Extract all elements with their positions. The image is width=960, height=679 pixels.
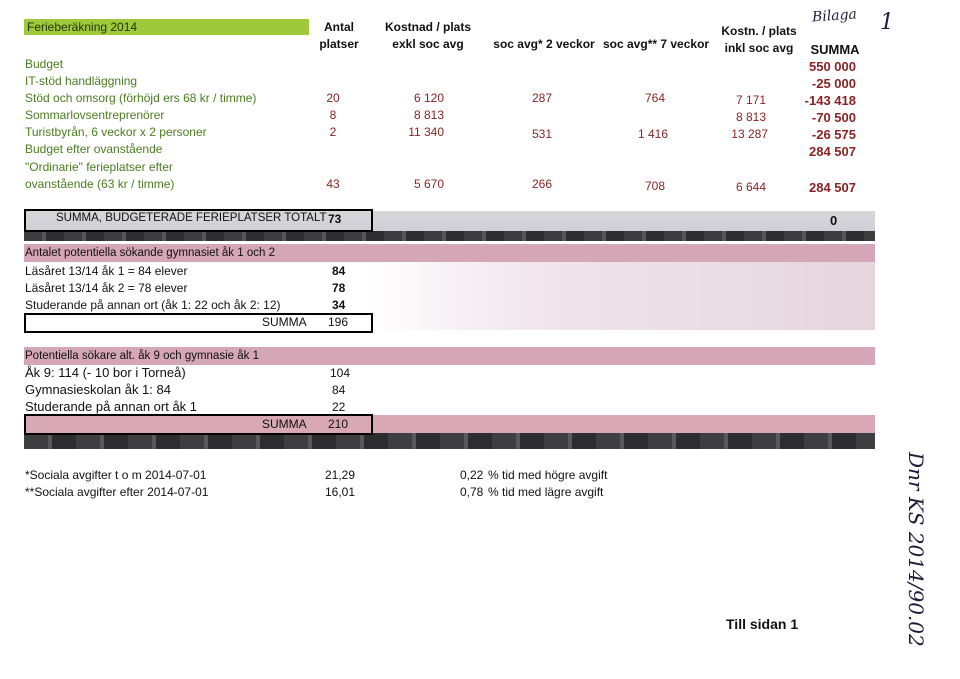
row-somm-inkl: 8 813: [735, 110, 766, 124]
section2-sum-label: SUMMA: [262, 315, 307, 329]
row-ordinarie-soc2: 266: [531, 177, 552, 191]
bilaga-handwriting: Bilaga: [811, 6, 858, 26]
row-ordinarie-label-2: ovanstående (63 kr / timme): [25, 177, 175, 191]
totals-label: SUMMA, BUDGETERADE FERIEPLATSER TOTALT: [56, 212, 327, 224]
section2-row1-value: 84: [332, 264, 346, 278]
section2-row2-label: Läsåret 13/14 åk 2 = 78 elever: [25, 281, 188, 295]
page-reference: Till sidan 1: [726, 616, 799, 632]
row-ordinarie-label-1: "Ordinarie" ferieplatser efter: [25, 160, 173, 174]
section3-sum-value: 210: [328, 417, 349, 431]
row-somm-label: Sommarlovsentreprenörer: [25, 108, 165, 122]
row-stod-antal: 20: [326, 91, 340, 105]
col-kostnad-label: Kostnad / plats: [384, 20, 471, 34]
row-ordinarie-antal: 43: [326, 177, 340, 191]
section2-row3-value: 34: [332, 298, 346, 312]
col-soc2-header: soc avg* 2 veckor: [493, 37, 595, 51]
footnote2-label: **Sociala avgifter efter 2014-07-01: [25, 485, 209, 499]
row-ordinarie-soc7: 708: [644, 179, 665, 193]
row-efter-summa: 284 507: [809, 144, 856, 159]
footnote1-value: 21,29: [325, 468, 356, 482]
row-ordinarie-summa: 284 507: [809, 180, 856, 195]
section3-row2-label: Gymnasieskolan åk 1: 84: [25, 382, 171, 397]
row-stod-inkl: 7 171: [735, 93, 766, 107]
col-soc7-header: soc avg** 7 veckor: [603, 37, 710, 51]
row-stod-label: Stöd och omsorg (förhöjd ers 68 kr / timme): [25, 91, 257, 105]
row-ordinarie-inkl: 6 644: [735, 180, 766, 194]
col-antal-label: Antal: [324, 20, 354, 34]
section3-row1-value: 104: [330, 366, 351, 380]
section2-sum-value: 196: [328, 315, 349, 329]
dnr-handwriting: Dnr KS 2014/90.02: [904, 452, 928, 647]
row-somm-summa: -70 500: [811, 110, 856, 125]
col-kostnad-header: [380, 19, 476, 53]
row-ordinarie-exkl: 5 670: [413, 177, 444, 191]
col-platser-label: platser: [319, 37, 359, 51]
section2-heading: Antalet potentiella sökande gymnasiet åk 1 och 2: [25, 247, 275, 259]
section2-row1-label: Läsåret 13/14 åk 1 = 84 elever: [25, 264, 188, 278]
row-stod-soc2: 287: [531, 91, 552, 105]
col-antal-header: [316, 19, 362, 53]
row-budget-label: Budget: [25, 57, 64, 71]
row-efter-label: Budget efter ovanstående: [25, 142, 163, 156]
totals-remaining: 0: [830, 213, 838, 228]
section3-dark-band: [24, 433, 875, 449]
sheet-title: Ferieberäkning 2014: [24, 19, 309, 35]
row-turist-soc7: 1 416: [637, 127, 668, 141]
col-kostn-header: [712, 23, 806, 57]
row-somm-exkl: 8 813: [413, 108, 444, 122]
section3-sum-box: [24, 414, 373, 435]
section3-row1-label: Åk 9: 114 (- 10 bor i Torneå): [25, 365, 186, 380]
footnote1-text: % tid med högre avgift: [488, 468, 608, 482]
row-turist-label: Turistbyrån, 6 veckor x 2 personer: [25, 125, 207, 139]
row-turist-summa: -26 575: [811, 127, 856, 142]
col-exkl-label: exkl soc avg: [392, 37, 464, 51]
row-stod-soc7: 764: [644, 91, 665, 105]
bilaga-number-handwriting: 1: [880, 10, 894, 35]
row-turist-inkl: 13 287: [731, 127, 768, 141]
footnote2-text: % tid med lägre avgift: [488, 485, 604, 499]
footnote1-pct: 0,22: [460, 468, 484, 482]
col-inkl-label: inkl soc avg: [724, 41, 794, 55]
section3-row3-label: Studerande på annan ort åk 1: [25, 399, 198, 414]
totals-value: 73: [328, 212, 342, 226]
section2-row2-value: 78: [332, 281, 346, 295]
section2-row3-label: Studerande på annan ort (åk 1: 22 och åk 2: 12): [25, 298, 281, 312]
section3-heading: Potentiella sökare alt. åk 9 och gymnasie åk 1: [25, 350, 259, 362]
col-summa-header: SUMMA: [810, 42, 860, 57]
section3-row2-value: 84: [332, 383, 346, 397]
row-it-summa: -25 000: [811, 76, 856, 91]
row-stod-summa: -143 418: [804, 93, 856, 108]
section3-sum-label: SUMMA: [262, 417, 307, 431]
section3-row3-value: 22: [332, 400, 346, 414]
footnote2-value: 16,01: [325, 485, 356, 499]
row-somm-antal: 8: [329, 108, 337, 122]
col-kostn-label: Kostn. / plats: [721, 24, 797, 38]
section2-sum-box: [24, 313, 373, 333]
row-turist-antal: 2: [329, 125, 337, 139]
row-it-label: IT-stöd handläggning: [25, 74, 138, 88]
row-turist-exkl: 11 340: [408, 125, 444, 139]
row-stod-exkl: 6 120: [413, 91, 444, 105]
footnote1-label: *Sociala avgifter t o m 2014-07-01: [25, 468, 207, 482]
row-turist-soc2: 531: [531, 127, 552, 141]
row-budget-summa: 550 000: [809, 59, 856, 74]
footnote2-pct: 0,78: [460, 485, 484, 499]
totals-dark-band: [24, 231, 875, 241]
